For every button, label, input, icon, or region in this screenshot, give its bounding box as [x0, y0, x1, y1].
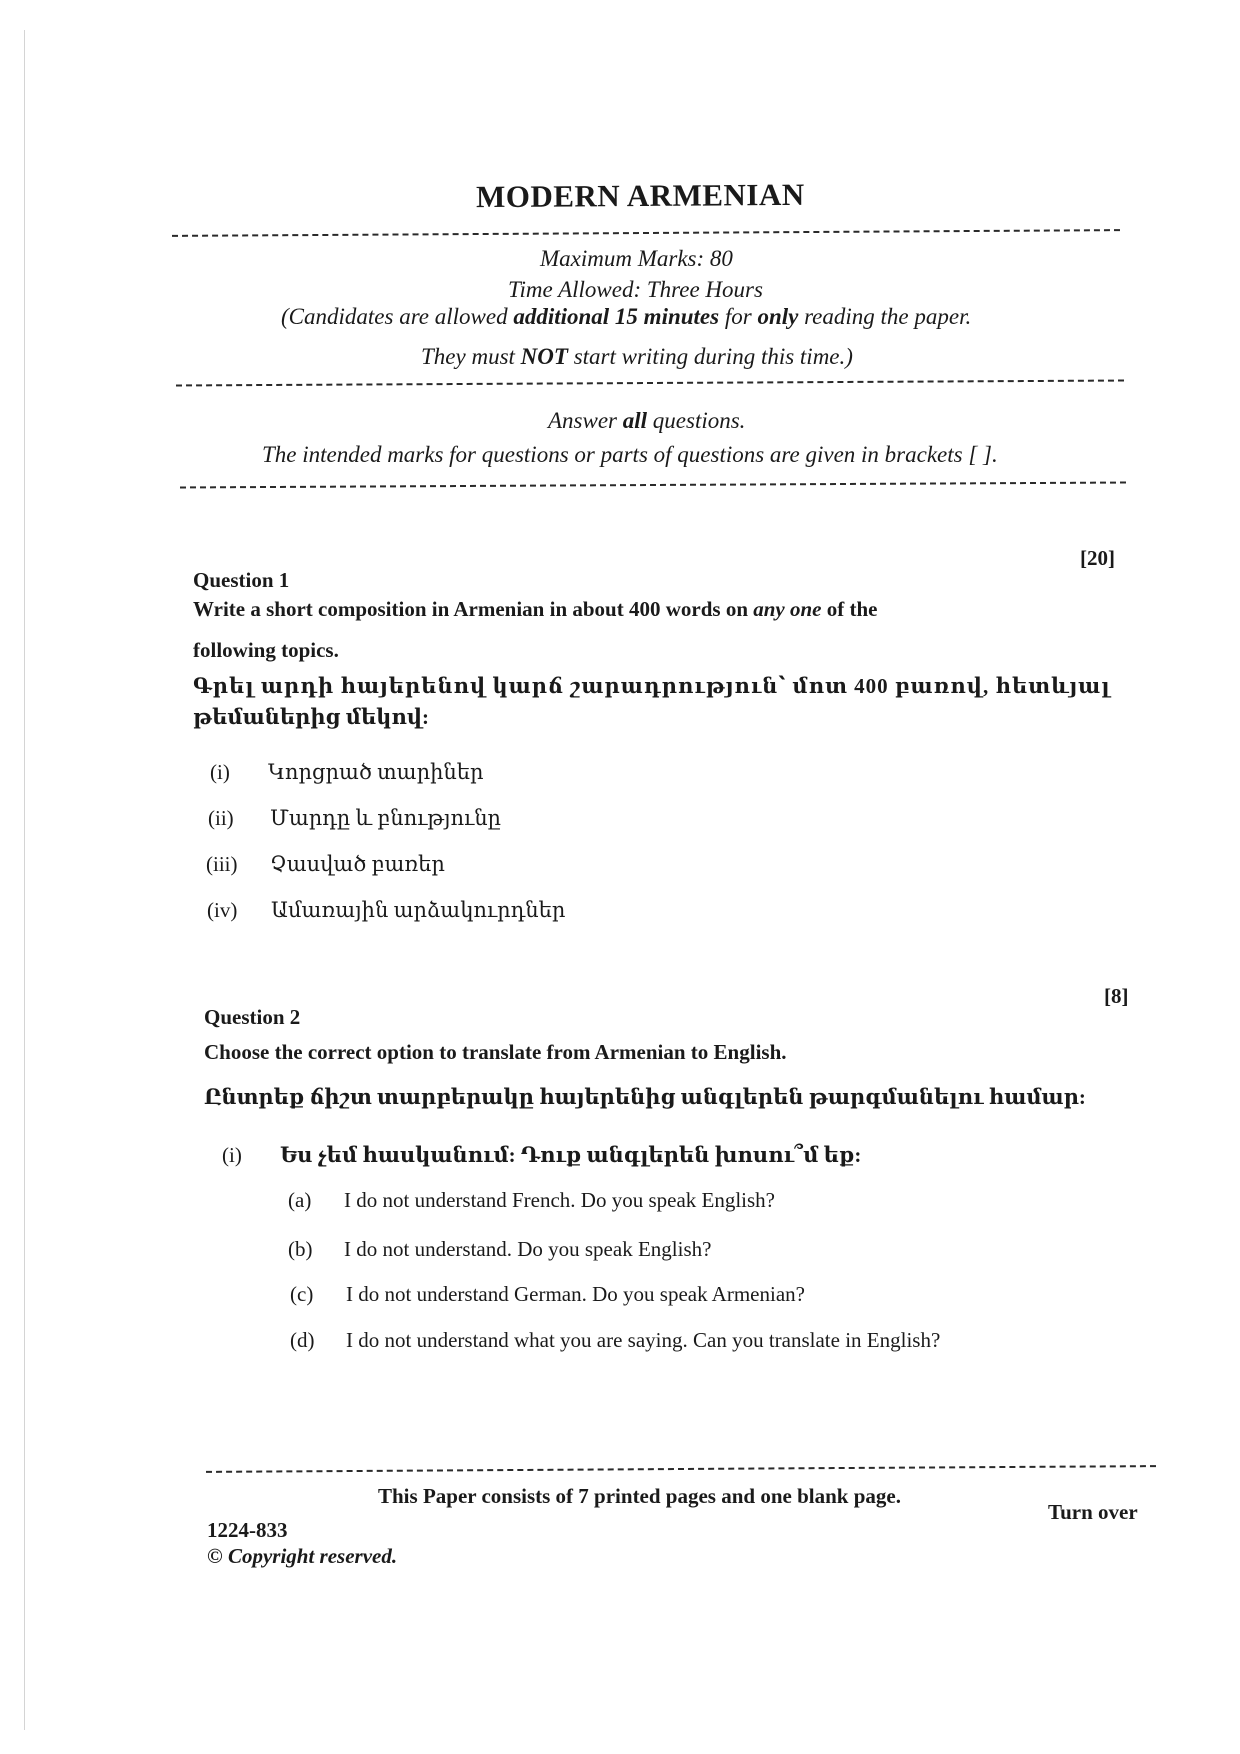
q2-option-a [288, 1188, 775, 1213]
divider-middle [176, 380, 1124, 387]
divider-bottom [180, 482, 1126, 489]
topic-text: Չասված բառեր [270, 852, 445, 876]
pages-note: This Paper consists of 7 printed pages and one blank page. [378, 1484, 901, 1508]
scan-edge-line [24, 30, 25, 1730]
topic-number: (ii) [208, 806, 234, 830]
divider-top [172, 229, 1120, 237]
topic-number: (iii) [206, 852, 238, 876]
q2-option-d [290, 1328, 940, 1353]
topic-number: (iv) [207, 898, 238, 922]
option-text: I do not understand what you are saying. Can you translate in English? [346, 1328, 941, 1352]
paper-code: 1224-833 [207, 1518, 288, 1542]
q2-marks: [8] [1104, 984, 1129, 1008]
q1-heading: Question 1 [193, 568, 290, 592]
q1-prompt-line2: following topics. [193, 638, 339, 662]
topic-number: (i) [210, 760, 230, 784]
option-label: (a) [288, 1188, 312, 1212]
sub-question-number: (i) [222, 1143, 242, 1167]
sub-question-text: Ես չեմ հասկանում: Դուք անգլերեն խոսու՞մ եք: [280, 1143, 862, 1167]
q1-topic-2 [208, 806, 501, 831]
option-text: I do not understand German. Do you speak Armenian? [346, 1282, 805, 1306]
topic-text: Մարդը և բնությունը [270, 806, 501, 830]
topic-text: Կորցրած տարիներ [268, 760, 484, 784]
q2-prompt: Choose the correct option to translate from Armenian to English. [204, 1040, 787, 1064]
option-label: (c) [290, 1282, 314, 1306]
option-text: I do not understand French. Do you speak English? [344, 1188, 776, 1212]
option-label: (b) [288, 1237, 313, 1261]
turn-over: Turn over [1048, 1500, 1138, 1524]
time-allowed: Time Allowed: Three Hours [508, 277, 763, 302]
maximum-marks: Maximum Marks: 80 [540, 246, 733, 271]
reading-time-note: (Candidates are allowed additional 15 minutes for only reading the paper. [281, 304, 972, 329]
q1-armenian-prompt-line1: Գրել արդի հայերենով կարճ շարադրություն՝ մոտ 400 բառով, հետևյալ [193, 674, 1111, 698]
q1-armenian-prompt-line2: թեմաներից մեկով: [193, 705, 430, 729]
option-label: (d) [290, 1328, 315, 1352]
q2-sub-question-1 [222, 1142, 861, 1168]
paper-title: MODERN ARMENIAN [475, 176, 805, 215]
option-text: I do not understand. Do you speak English? [344, 1237, 712, 1261]
q2-armenian-prompt: Ընտրեք ճիշտ տարբերակը հայերենից անգլերեն թարգմանելու համար: [204, 1085, 1086, 1109]
copyright-notice: © Copyright reserved. [207, 1544, 398, 1568]
marks-instruction: The intended marks for questions or parts of questions are given in brackets [ ]. [262, 442, 998, 467]
no-writing-note: They must NOT start writing during this time.) [421, 344, 853, 369]
q1-topic-1 [210, 760, 484, 785]
answer-all-instruction: Answer all questions. [548, 408, 746, 433]
q1-topic-4 [207, 898, 565, 923]
q1-marks: [20] [1080, 546, 1115, 570]
q1-prompt-line1: Write a short composition in Armenian in about 400 words on any one of the [193, 597, 878, 621]
q1-topic-3 [206, 852, 445, 877]
q2-option-b [288, 1237, 711, 1262]
divider-footer [206, 1465, 1156, 1473]
q2-option-c [290, 1282, 805, 1307]
topic-text: Ամառային արձակուրդներ [271, 898, 566, 922]
q2-heading: Question 2 [204, 1005, 301, 1029]
